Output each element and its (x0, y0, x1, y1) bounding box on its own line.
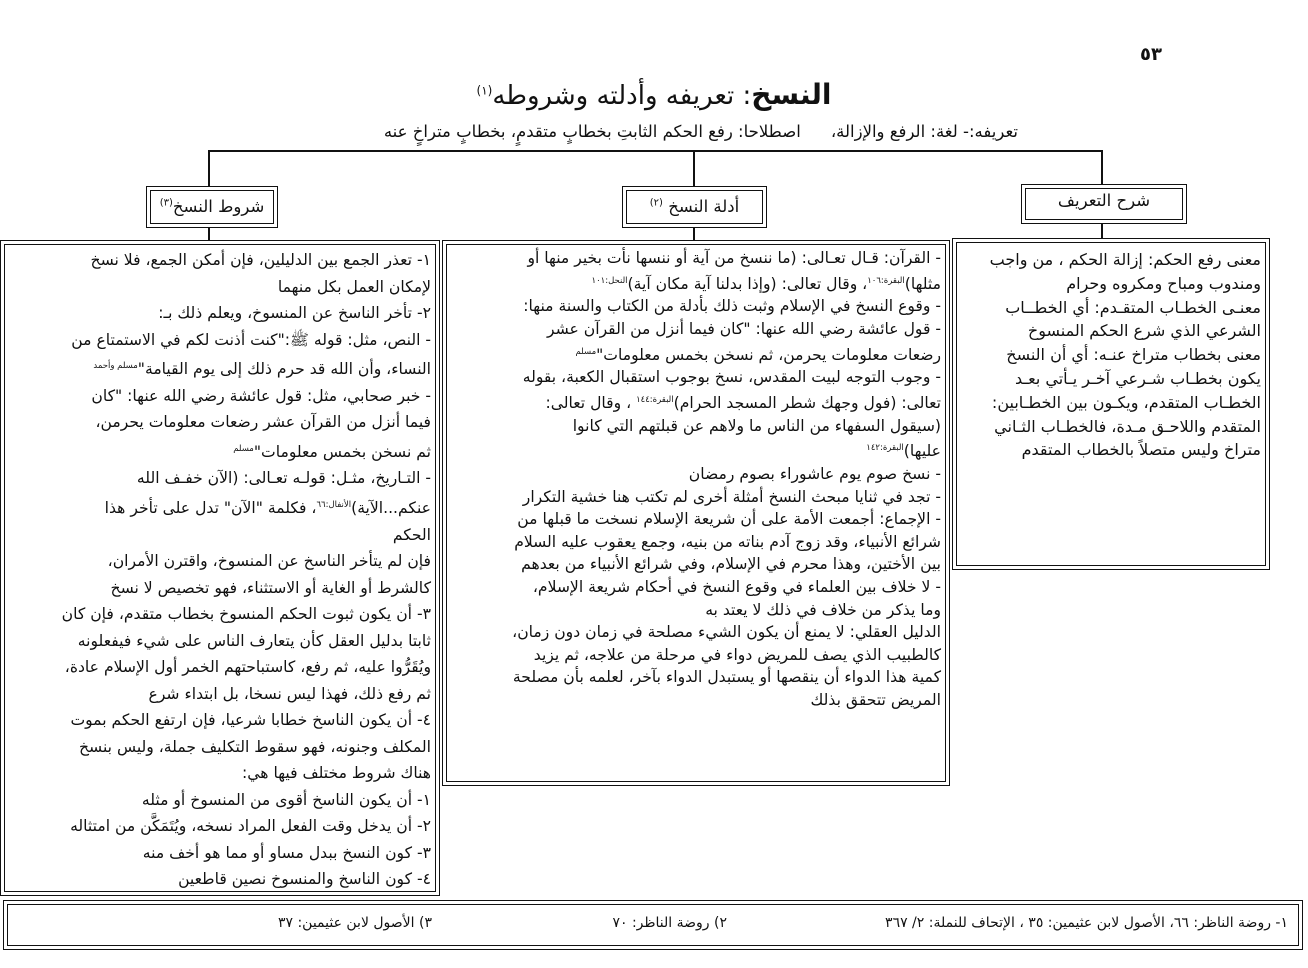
text-line (9, 734, 431, 761)
title-main: النسخ (751, 78, 832, 111)
text-line (451, 644, 941, 667)
line-text: ثم نسخن بخمس معلومات" (253, 442, 431, 461)
line-text: عنكم...الآية) (351, 499, 431, 518)
text-line (9, 707, 431, 734)
citation-ref: مسلم وأحمد (93, 361, 138, 371)
line-text: الدليل العقلي: لا يمنع أن يكون الشيء مصلحة في زمان دون زمان، (512, 623, 941, 642)
line-text: الخطـاب المتقدم، ويكـون بين الخطـابين: (991, 392, 1261, 412)
line-text: - وقوع النسخ في الإسلام وثبت ذلك بأدلة من الكتاب والسنة منها: (523, 297, 941, 316)
evidence-panel (442, 240, 950, 786)
line-text: الحكم (392, 525, 431, 544)
citation-ref: مسلم (233, 443, 254, 454)
title-footnote-mark: (١) (476, 83, 493, 98)
text-line (961, 391, 1261, 415)
line-text: فإن لم يتأخر الناسخ عن المنسوخ، واقترن الأمران، (107, 552, 431, 571)
text-line (451, 389, 941, 415)
line-text: عليها) (903, 442, 941, 461)
text-line (9, 760, 431, 787)
line-text: مثلها) (904, 274, 941, 293)
text-line (451, 689, 941, 712)
conditions-text (9, 247, 431, 893)
line-text: كالشرط أو الغاية أو الاستثناء، فهو تخصيص لا نسخ (110, 578, 431, 597)
line-text: تعالى: (فول وجهك شطر المسجد الحرام) (673, 394, 941, 413)
text-line (9, 601, 431, 628)
text-line (451, 486, 941, 509)
line-text: ٣- كون النسخ ببدل مساو أو مما هو أخف منه (142, 843, 431, 862)
header-explanation-label: شرح التعريف (1057, 191, 1151, 210)
line-text: هناك شروط مختلف فيها هي: (242, 764, 431, 783)
connector-line (208, 228, 210, 240)
line-text-cont: ، فكلمة "الآن" تدل على تأخر هذا (104, 499, 317, 518)
line-text: المريض تتحقق بذلك (810, 691, 941, 710)
definition-linguistic: تعريفه:- لغة: الرفع والإزالة، (830, 122, 1018, 141)
citation-ref: النحل:١٠١ (591, 275, 628, 286)
text-line (9, 436, 431, 466)
line-text: معنى رفع الحكم: إزالة الحكم ، من واجب (989, 250, 1261, 269)
text-line (9, 383, 431, 410)
citation-ref: مسلم (575, 346, 597, 357)
evidence-text (451, 247, 941, 712)
line-text-cont: ، وقال تعالى: (وإذا بدلنا آية مكان آية) (627, 274, 868, 293)
line-text: - تجد في ثنايا مبحث النسخ أمثلة أخرى لم تكتب هنا خشية التكرار (522, 487, 941, 506)
text-line (9, 813, 431, 840)
line-text: (سيقول السفهاء من الناس ما ولاهم عن قبلتهم التي كانوا (572, 416, 941, 435)
text-line (451, 576, 941, 599)
citation-ref: البقرة:١٤٤ (636, 394, 674, 405)
header-explanation (1021, 184, 1187, 224)
page-title (0, 78, 1308, 111)
text-line (9, 492, 431, 522)
line-text: معنى بخطاب متراخ عنـه: أي أن النسخ (1006, 345, 1261, 365)
line-text: - قول عائشة رضي الله عنها: "كان فيما أنزل من القرآن عشر (547, 319, 941, 338)
line-text: رضعات معلومات يحرمن، ثم نسخن بخمس معلومات" (596, 345, 941, 364)
text-line (961, 343, 1261, 367)
text-line (451, 366, 941, 389)
line-text: - لا خلاف بين العلماء في وقوع النسخ في أحكام شريعة الإسلام، (532, 578, 941, 597)
line-text: - وجوب التوجه لبيت المقدس، نسخ بوجوب استقبال الكعبة، بقوله (522, 368, 941, 387)
definition-technical: اصطلاحا: رفع الحكم الثابتِ بخطابٍ متقدمٍ، بخطابٍ متراخٍ عنه (383, 122, 801, 141)
line-text: - التـاريخ، مثـل: قولـه تعـالى: (الآن خفـف الله (136, 469, 431, 488)
conditions-panel (0, 240, 440, 896)
text-line (9, 465, 431, 492)
text-line (9, 353, 431, 383)
line-text: فيما أنزل من القرآن عشر رضعات معلومات يحرمن، (95, 413, 431, 432)
connector-line (208, 150, 210, 186)
text-line (961, 248, 1261, 272)
header-conditions (146, 186, 278, 228)
text-line (451, 463, 941, 486)
text-line (9, 300, 431, 327)
text-line (9, 628, 431, 655)
footnote-1: ١- روضة الناظر: ٦٦، الأصول لابن عثيمين: ٣٥ ، الإتحاف للنملة: ٢/ ٣٦٧ (885, 915, 1288, 931)
text-line (451, 531, 941, 554)
text-line (961, 367, 1261, 391)
text-line (9, 548, 431, 575)
line-text: متراخ وليس متصلاً بالخطاب المتقدم (1021, 440, 1261, 460)
text-line (451, 621, 941, 644)
text-line (9, 681, 431, 708)
citation-ref: الأنفال:٦٦ (316, 499, 352, 510)
text-line (451, 295, 941, 318)
line-text: شرائع الأنبياء، وقد زوج آدم بناته من بنيه، وجمع يعقوب عليه السلام (514, 532, 941, 551)
text-line (9, 327, 431, 354)
text-line (9, 274, 431, 301)
text-line (451, 553, 941, 576)
footnote-2: ٢) روضة الناظر: ٧٠ (612, 915, 727, 931)
line-text: - نسخ صوم يوم عاشوراء بصوم رمضان (688, 465, 941, 484)
text-line (961, 319, 1261, 343)
text-line (451, 508, 941, 531)
line-text: ٤- أن يكون الناسخ خطابا شرعيا، فإن ارتفع الحكم بموت (70, 711, 431, 730)
connector-line (1101, 224, 1103, 238)
text-line (9, 575, 431, 602)
line-text: معنـى الخطـاب المتقـدم: أي الخطــاب (1005, 297, 1261, 317)
line-text: وما يذكر من خلاف في ذلك لا يعتد به (705, 600, 941, 619)
line-text: ثم رفع ذلك، فهذا ليس نسخا، بل ابتداء شرع (148, 684, 431, 703)
line-text: - خبر صحابي، مثل: قول عائشة رضي الله عنها: "كان (91, 386, 431, 405)
line-text: الشرعي الذي شرع الحكم المنسوخ (1027, 321, 1261, 341)
header-conditions-mark: (٣) (159, 197, 173, 208)
citation-ref: البقرة:١٤٢ (866, 443, 904, 454)
line-text: كالطبيب الذي يصف للمريض دواء في مرحلة من علاجه، ثم يزيد (533, 645, 941, 664)
text-line (451, 437, 941, 463)
connector-line (1101, 150, 1103, 184)
text-line (451, 247, 941, 270)
text-line (451, 415, 941, 438)
line-text: يكون بخطـاب شـرعي آخـر يـأتي بعـد (1015, 368, 1261, 388)
line-text: بين الأختين، وهذا محرم في الإسلام، وفي شرائع الأنبياء من بعدهم (521, 555, 941, 574)
line-text: - الإجماع: أجمعت الأمة على أن شريعة الإسلام نسخت ما قبلها من (517, 510, 941, 529)
text-line (451, 341, 941, 367)
text-line (451, 666, 941, 689)
text-line (451, 599, 941, 622)
header-evidence (622, 186, 767, 228)
text-line (451, 270, 941, 296)
text-line (9, 654, 431, 681)
text-line (9, 866, 431, 893)
connector-line (693, 150, 695, 186)
line-text: - القرآن: قـال تعـالى: (ما ننسخ من آية أو ننسها نأت بخير منها أو (527, 249, 941, 267)
header-evidence-label: أدلة النسخ (668, 196, 740, 216)
text-line (9, 787, 431, 814)
text-line (961, 415, 1261, 439)
connector-line (693, 228, 695, 240)
title-rest: : تعريفه وأدلته وشروطه (492, 81, 752, 111)
citation-ref: البقرة:١٠٦ (867, 275, 905, 286)
header-evidence-mark: (٢) (649, 197, 663, 208)
page-number: ٥٣ (1140, 44, 1162, 65)
line-text: ١- تعذر الجمع بين الدليلين، فإن أمكن الجمع، فلا نسخ (90, 251, 431, 269)
definition-line (384, 122, 1018, 141)
line-text: ويُقَرُّوا عليه، ثم رفع، كاستباحتهم الخمر أول الإسلام عادة، (64, 658, 431, 677)
connector-line (208, 150, 1102, 152)
footnotes-box (3, 900, 1303, 950)
explanation-text (961, 248, 1261, 462)
text-line (961, 438, 1261, 462)
footnote-3: ٣) الأصول لابن عثيمين: ٣٧ (277, 915, 432, 931)
line-text: ٣- أن يكون ثبوت الحكم المنسوخ بخطاب متقدم، فإن كان (61, 605, 431, 624)
text-line (451, 318, 941, 341)
line-text-cont: ، وقال تعالى: (545, 394, 637, 413)
line-text: النساء، وأن الله قد حرم ذلك إلى يوم القيامة" (137, 360, 431, 379)
text-line (9, 247, 431, 274)
line-text: كمية هذا الدواء أن ينقصها أو يستبدل الدواء بآخر، لعلمه بأن مصلحة (512, 668, 941, 687)
line-text: ٢- تأخر الناسخ عن المنسوخ، ويعلم ذلك بـ: (158, 304, 431, 322)
header-conditions-label: شروط النسخ (172, 196, 265, 216)
text-line (9, 840, 431, 867)
text-line (961, 272, 1261, 296)
explanation-panel (952, 238, 1270, 570)
text-line (961, 296, 1261, 320)
line-text: المكلف وجنونه، فهو سقوط التكليف جملة، وليس بنسخ (78, 737, 431, 756)
line-text: ثابتا بدليل العقل كأن يتعارف الناس على شيء فيفعلونه (77, 631, 431, 650)
line-text: ٢- أن يدخل وقت الفعل المراد نسخه، ويُتَمَكَّن من امتثاله (70, 817, 431, 836)
line-text: المتقدم واللاحـق مـدة، فالخطـاب الثـاني (994, 416, 1261, 436)
text-line (9, 522, 431, 549)
line-text: ٤- كون الناسخ والمنسوخ نصين قاطعين (178, 870, 431, 889)
text-line (9, 409, 431, 436)
line-text: لإمكان العمل بكل منهما (277, 277, 431, 296)
line-text: ١- أن يكون الناسخ أقوى من المنسوخ أو مثله (141, 790, 431, 809)
line-text: ومندوب ومباح ومكروه وحرام (1066, 273, 1261, 293)
line-text: - النص، مثل: قوله ﷺ:"كنت أذنت لكم في الاستمتاع من (71, 330, 431, 349)
